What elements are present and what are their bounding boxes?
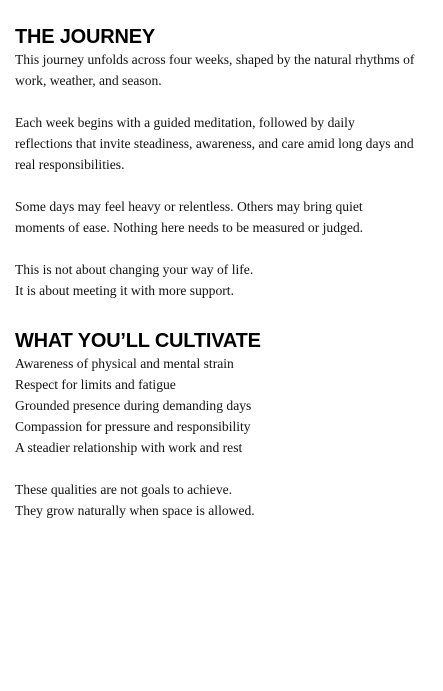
cultivate-section xyxy=(15,329,415,521)
page-content xyxy=(15,25,415,521)
cultivate-item: Compassion for pressure and responsibility xyxy=(15,419,251,434)
journey-section xyxy=(15,25,415,301)
cultivate-item: A steadier relationship with work and rest xyxy=(15,440,243,455)
journey-paragraph-4 xyxy=(15,259,415,301)
cultivate-closing xyxy=(15,479,415,521)
journey-paragraph-2: Each week begins with a guided meditation, followed by daily reflections that invite steadiness, awareness, and care amid long days and real responsibilities. xyxy=(15,115,414,172)
cultivate-closing-line-1: These qualities are not goals to achieve. xyxy=(15,482,233,497)
journey-paragraph-4-line-1: This is not about changing your way of life. xyxy=(15,262,254,277)
cultivate-list xyxy=(15,353,415,458)
journey-paragraph-3: Some days may feel heavy or relentless. Others may bring quiet moments of ease. Nothing here needs to be measured or judged. xyxy=(15,199,364,235)
cultivate-item: Awareness of physical and mental strain xyxy=(15,356,234,371)
cultivate-item: Grounded presence during demanding days xyxy=(15,398,252,413)
journey-paragraph-4-line-2: It is about meeting it with more support. xyxy=(15,283,234,298)
cultivate-heading: WHAT YOU’LL CULTIVATE xyxy=(15,330,261,352)
cultivate-item: Respect for limits and fatigue xyxy=(15,377,176,392)
journey-paragraph-1: This journey unfolds across four weeks, shaped by the natural rhythms of work, weather, and season. xyxy=(15,52,415,88)
cultivate-closing-line-2: They grow naturally when space is allowed. xyxy=(15,503,255,518)
journey-heading: THE JOURNEY xyxy=(15,26,156,48)
